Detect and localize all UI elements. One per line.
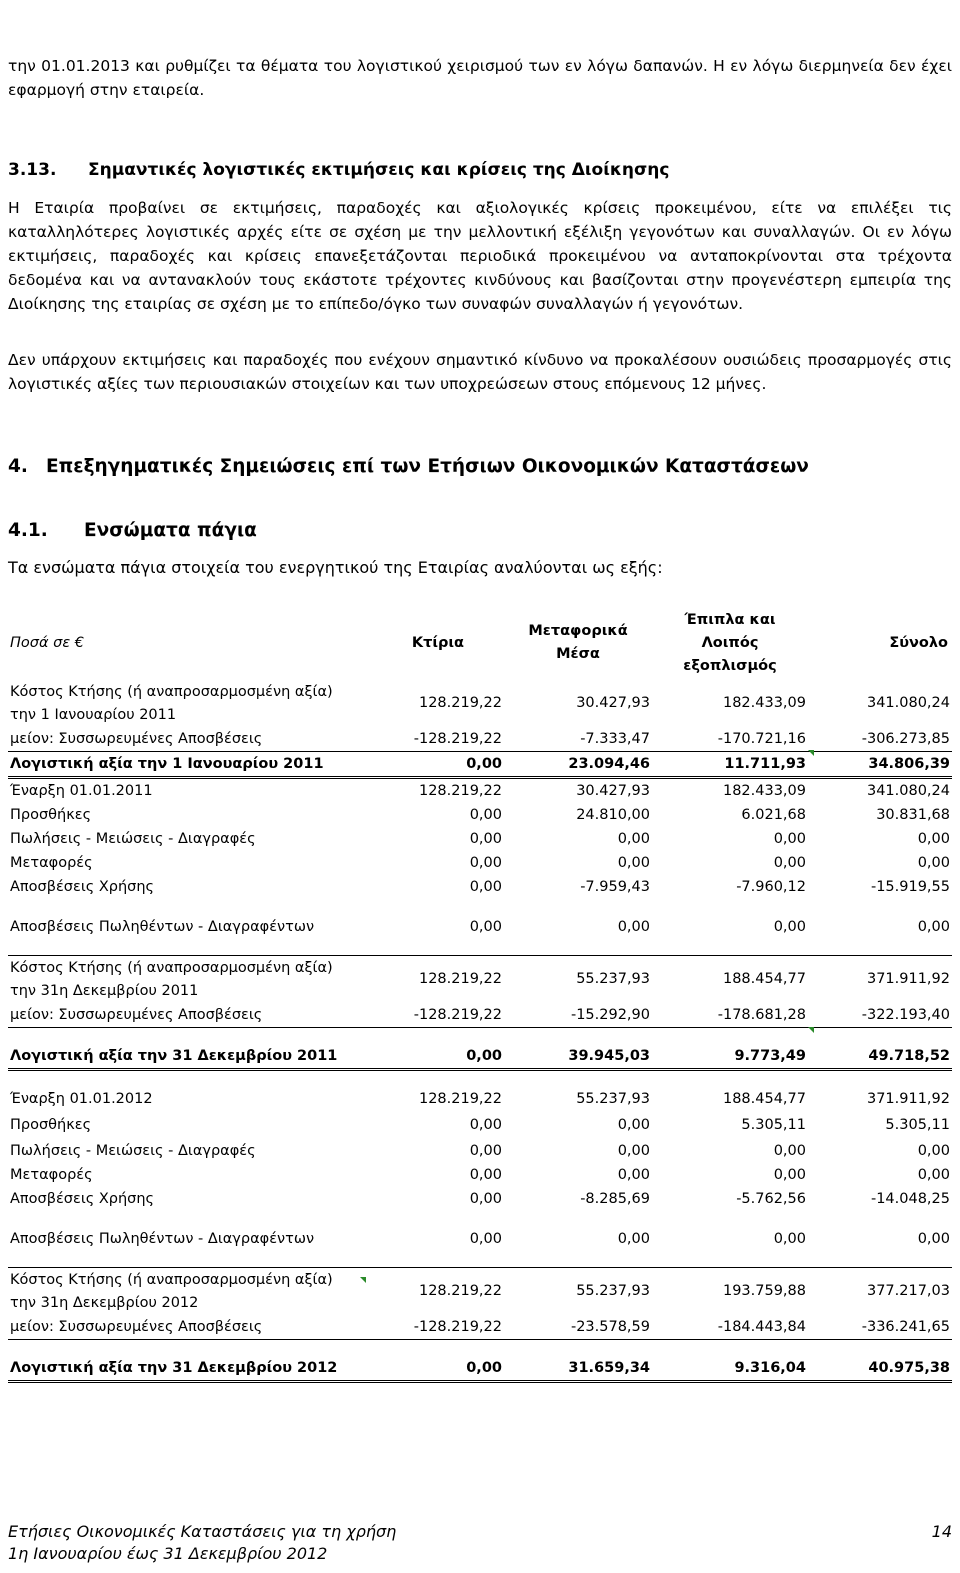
footer-line-2: 1η Ιανουαρίου έως 31 Δεκεμβρίου 2012 [8,1544,328,1563]
table-row-subtotal: Λογιστική αξία την 31 Δεκεμβρίου 2011 0,00 39.945,03 9.773,49 49.718,52 [8,1044,952,1070]
section-title: Ενσώματα πάγια [84,520,257,541]
col-furniture: Έπιπλα και Λοιπός εξοπλισμός [683,611,777,674]
section-3-13-paragraph-2: Δεν υπάρχουν εκτιμήσεις και παραδοχές που ενέχουν σημαντικό κίνδυνο να προκαλέσουν ουσιώδεις προσαρμογές στις λογιστικές αξίες των περιουσιακών στοιχείων και των υποχρεώσεων στους επόμενους 12 μήνες. [8,351,952,393]
page-number: 14 [931,1522,952,1541]
fixed-assets-table [8,606,952,1383]
footer-line-1: Ετήσιες Οικονομικές Καταστάσεις για τη χρήση [8,1522,397,1541]
table-row: μείον: Συσσωρευμένες Αποσβέσεις -128.219,22 -7.333,47 -170.721,16 -306.273,85 [8,727,952,752]
col-buildings: Κτίρια [411,634,464,651]
section-4-1-heading [8,520,257,541]
table-row-subtotal: Λογιστική αξία την 1 Ιανουαρίου 2011 0,00 23.094,46 11.711,93 34.806,39 [8,752,952,778]
page-footer [8,1521,952,1565]
table-row-subtotal: Λογιστική αξία την 31 Δεκεμβρίου 2012 0,00 31.659,34 9.316,04 40.975,38 [8,1356,952,1382]
table-row: μείον: Συσσωρευμένες Αποσβέσεις -128.219,22 -23.578,59 -184.443,84 -336.241,65 [8,1315,952,1340]
table-row: Προσθήκες 0,00 24.810,00 6.021,68 30.831,68 [10,807,950,823]
amounts-in-label: Ποσά σε € [10,634,84,651]
table-row: Μεταφορές 0,00 0,00 0,00 0,00 [10,855,950,871]
col-vehicles: Μεταφορικά Μέσα [528,623,628,662]
section-4-heading [8,456,809,477]
cell-comment-marker [808,1027,814,1033]
cell-comment-marker [360,1277,366,1283]
table-row: μείον: Συσσωρευμένες Αποσβέσεις -128.219,22 -15.292,90 -178.681,28 -322.193,40 [8,1003,952,1028]
section-number: 4. [8,456,28,477]
section-3-13-heading [8,160,669,180]
section-title: Σημαντικές λογιστικές εκτιμήσεις και κρίσεις της Διοίκησης [88,160,670,180]
col-total: Σύνολο [889,634,948,651]
table-row: Πωλήσεις - Μειώσεις - Διαγραφές 0,00 0,00 0,00 0,00 [10,1143,950,1159]
table-row: Μεταφορές 0,00 0,00 0,00 0,00 [10,1167,950,1183]
table-row: Έναρξη 01.01.2012 128.219,22 55.237,93 188.454,77 371.911,92 [10,1091,950,1107]
table-row: Πωλήσεις - Μειώσεις - Διαγραφές 0,00 0,00 0,00 0,00 [10,831,950,847]
section-number: 3.13. [8,160,57,180]
table-row: Έναρξη 01.01.2011 128.219,22 30.427,93 182.433,09 341.080,24 [10,783,950,799]
table-row: Αποσβέσεις Πωληθέντων - Διαγραφέντων 0,00 0,00 0,00 0,00 [10,1231,950,1247]
table-row: Κόστος Κτήσης (ή αναπροσαρμοσμένη αξία) την 31η Δεκεμβρίου 2011 128.219,22 55.237,93 188.454,77 371.911,92 [8,956,952,1004]
section-3-13-paragraph-1: Η Εταιρία προβαίνει σε εκτιμήσεις, παραδοχές και αξιολογικές κρίσεις προκειμένου, είτε να επιλέξει τις καταλληλότερες λογιστικές αρχές είτε σε σχέση με την μελλοντική εξέλιξη γεγονότων και συναλλαγών. Οι εν λόγω εκτιμήσεις, παραδοχές και κρίσεις επανεξετάζονται περιοδικά προκειμένου να ανταποκρίνονται στα τρέχοντα δεδομένα και να αντανακλούν τους εκάστοτε τρέχοντες κινδύνους και βασίζονται στην προγενέστερη εμπειρία της Διοίκησης της εταιρίας σε σχέση με το επίπεδο/όγκο των συναφών συναλλαγών ή γεγονότων. [8,199,952,313]
table-row: Κόστος Κτήσης (ή αναπροσαρμοσμένη αξία) την 1 Ιανουαρίου 2011 128.219,22 30.427,93 182.433,09 341.080,24 [10,683,950,723]
table-row: Αποσβέσεις Χρήσης 0,00 -7.959,43 -7.960,12 -15.919,55 [10,879,950,895]
table-header [8,606,952,680]
section-number: 4.1. [8,520,48,541]
table-row: Προσθήκες 0,00 0,00 5.305,11 5.305,11 [10,1117,950,1133]
table-row: Αποσβέσεις Χρήσης 0,00 -8.285,69 -5.762,56 -14.048,25 [10,1191,950,1207]
table-row: Αποσβέσεις Πωληθέντων - Διαγραφέντων 0,00 0,00 0,00 0,00 [10,919,950,935]
section-4-1-lead: Τα ενσώματα πάγια στοιχεία του ενεργητικού της Εταιρίας αναλύονται ως εξής: [8,558,663,577]
cell-comment-marker [808,750,814,756]
table-row: Κόστος Κτήσης (ή αναπροσαρμοσμένη αξία) την 31η Δεκεμβρίου 2012 128.219,22 55.237,93 193.759,88 377.217,03 [8,1268,952,1316]
section-title: Επεξηγηματικές Σημειώσεις επί των Ετήσιων Οικονομικών Καταστάσεων [46,456,809,477]
intro-paragraph: την 01.01.2013 και ρυθμίζει τα θέματα του λογιστικού χειρισμού των εν λόγω δαπανών. Η εν λόγω διερμηνεία δεν έχει εφαρμογή στην εταιρεία. [8,57,952,99]
